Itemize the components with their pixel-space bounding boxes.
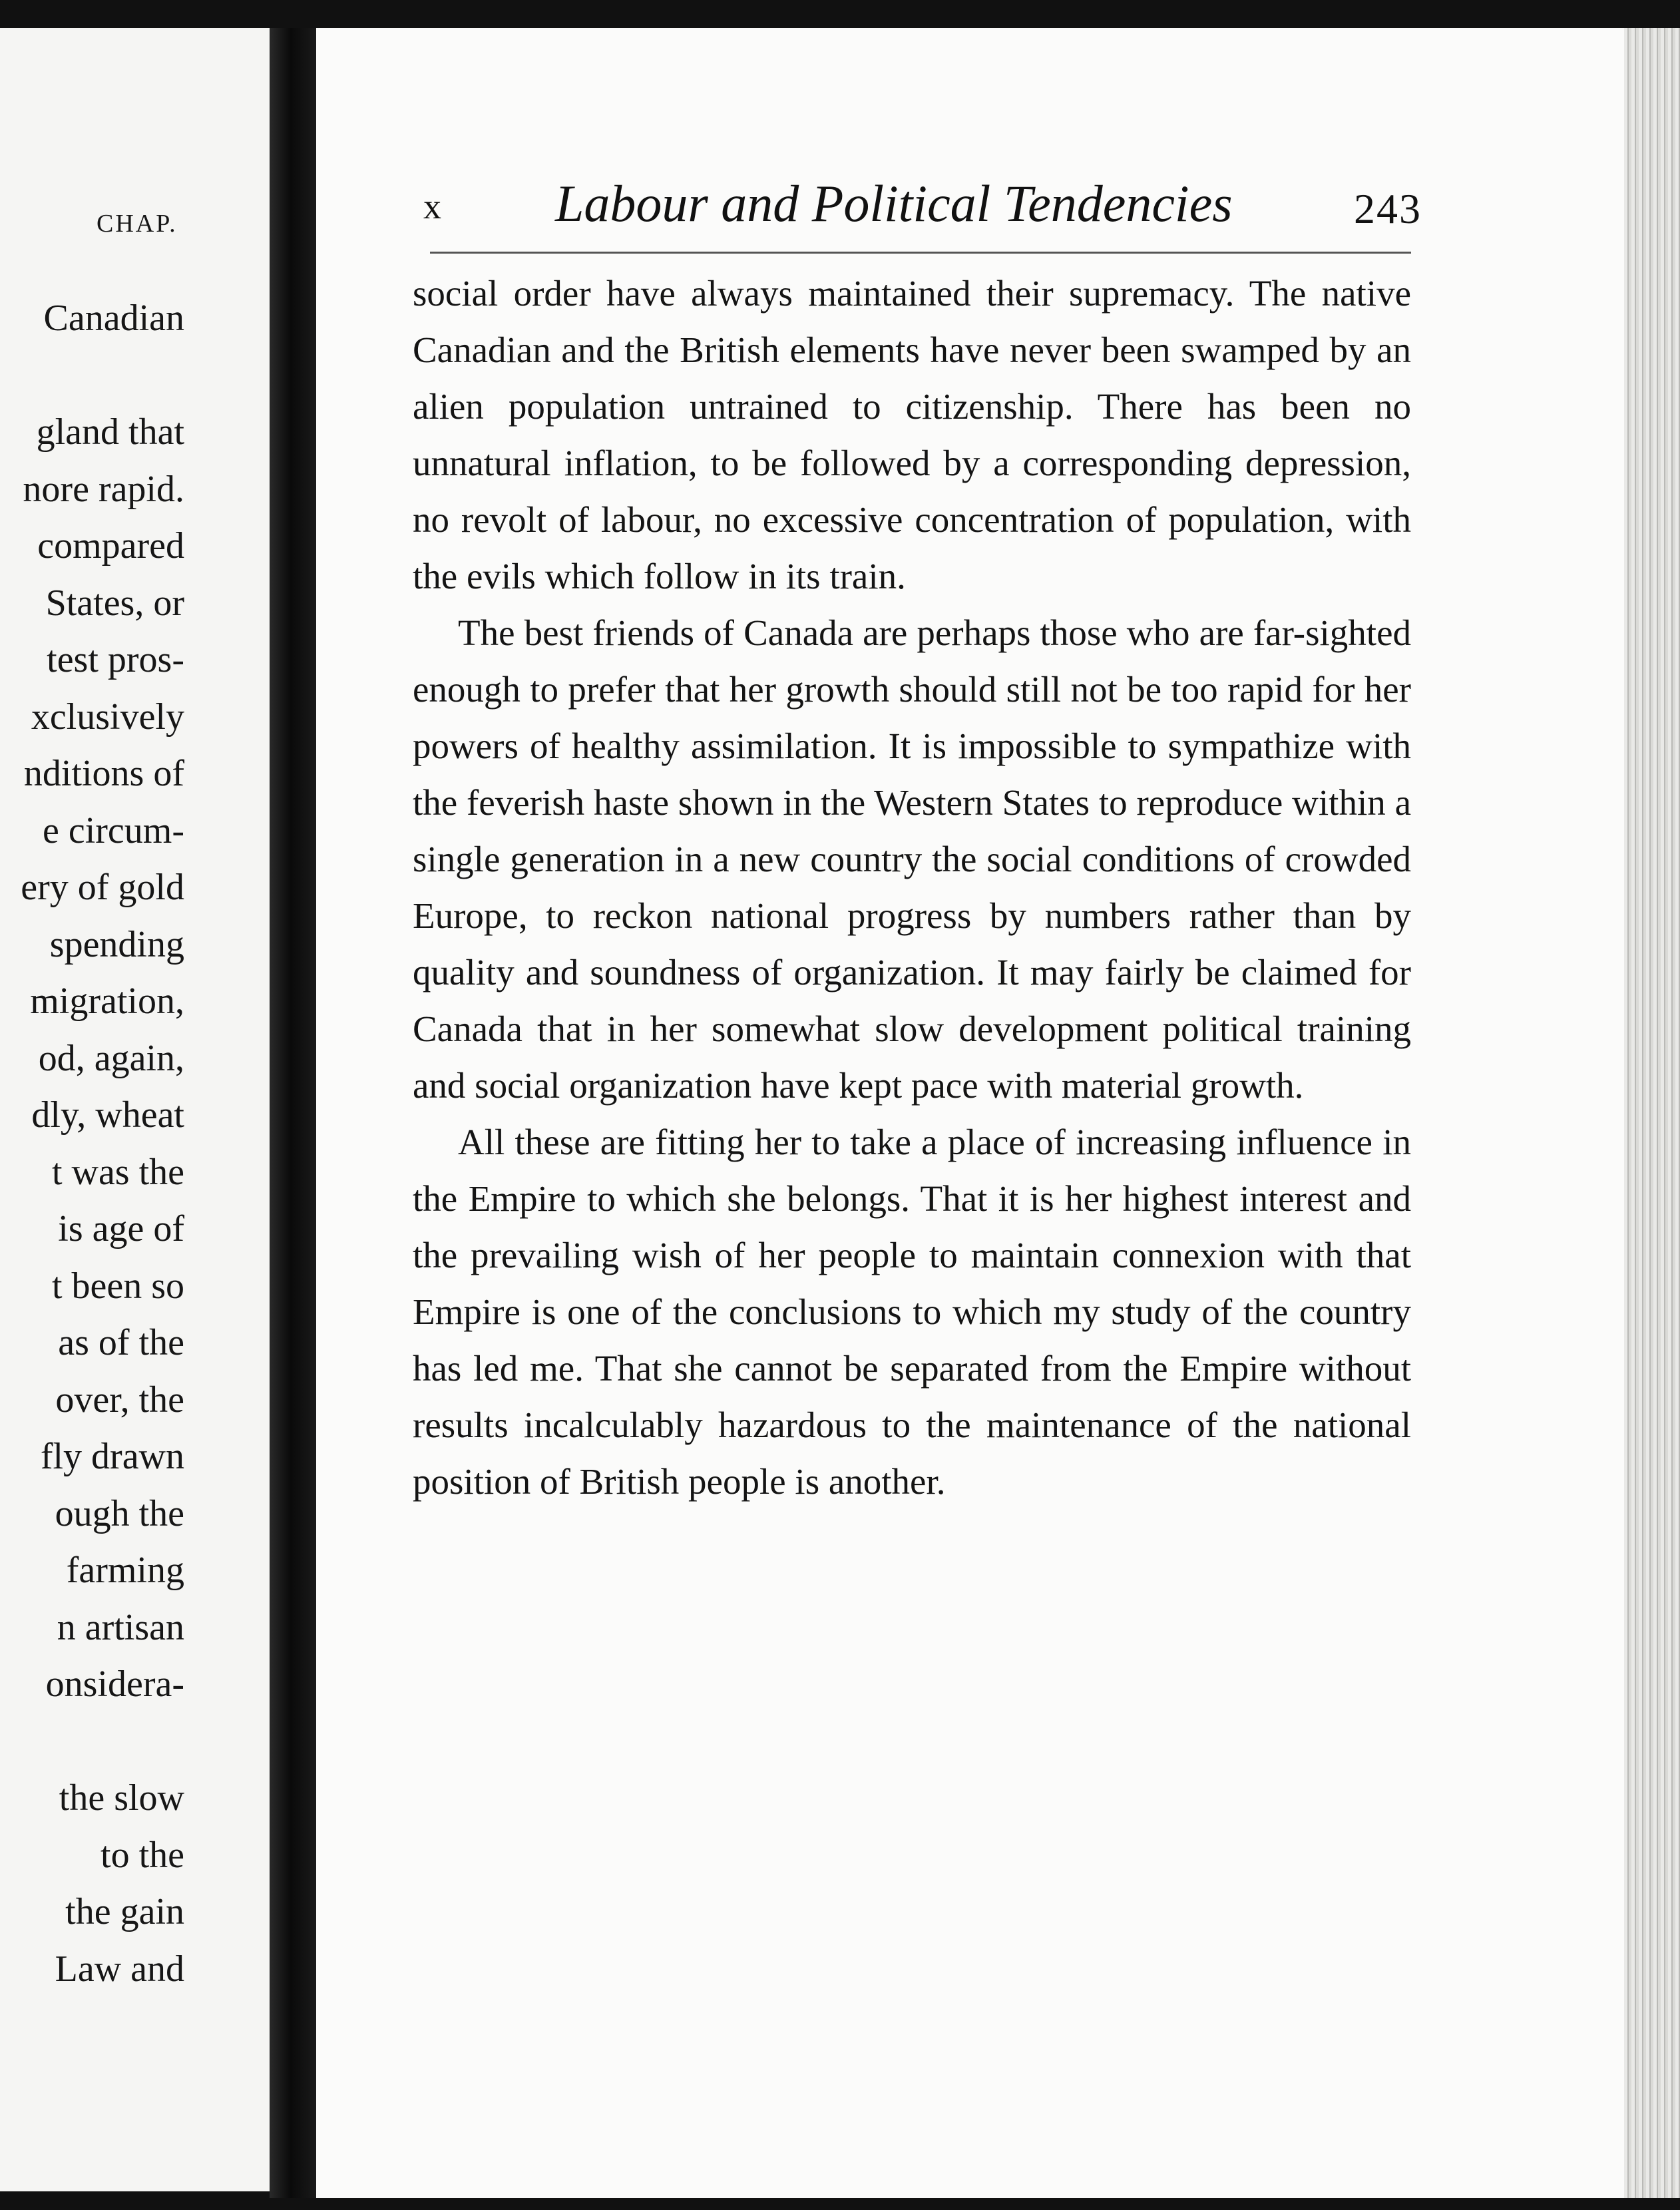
- left-line: States, or: [45, 582, 184, 624]
- left-line: e circum-: [43, 809, 184, 851]
- chapter-number: x: [423, 186, 441, 226]
- left-line: as of the: [58, 1322, 184, 1363]
- left-line: n artisan: [57, 1606, 184, 1648]
- left-line: od, again,: [38, 1037, 184, 1079]
- left-line: onsidera-: [45, 1663, 184, 1705]
- left-line: ough the: [55, 1492, 184, 1534]
- left-line: the gain: [65, 1891, 184, 1932]
- left-line: to the: [101, 1834, 184, 1876]
- paragraph: social order have always maintained their supremacy. The native Canadian and the British elements have never been swamped by an alien population untrained to citizenship. There has been no unnatural inflation, to be followed by a corresponding depression, no revolt of labour, no excessive concentration of population, with the evils which follow in its train.: [413, 273, 1411, 596]
- left-line: nditions of: [23, 753, 184, 794]
- page-edges: [1624, 28, 1680, 2198]
- left-line: xclusively: [31, 696, 184, 738]
- left-line: dly, wheat: [31, 1094, 184, 1136]
- left-line: the slow: [59, 1777, 184, 1819]
- left-line: Law and: [55, 1948, 184, 1990]
- running-head: [423, 170, 1422, 243]
- left-chapter-label: CHAP.: [97, 210, 178, 238]
- page-number: 243: [1354, 185, 1422, 232]
- left-line: nore rapid.: [23, 468, 184, 510]
- left-line: [21, 1713, 184, 1771]
- running-title: Labour and Political Tendencies: [555, 174, 1233, 232]
- left-line: ery of gold: [21, 867, 184, 908]
- left-line: over, the: [55, 1379, 184, 1421]
- paragraph: The best friends of Canada are perhaps those who are far-sighted enough to prefer that her growth should still not be too rapid for her powers of healthy assimilation. It is impossible to sympathize with the feverish haste shown in the Western States to reproduce within a single generation in a new country the social conditions of crowded Europe, to reckon national progress by numbers rather than by quality and soundness of organization. It may fairly be claimed for Canada that in her somewhat slow development political training and social organization have kept pace with material growth.: [413, 612, 1411, 1106]
- left-line: farming: [66, 1550, 184, 1591]
- left-line: compared: [37, 525, 184, 566]
- book-gutter: [270, 28, 316, 2198]
- header-rule: [430, 252, 1411, 254]
- paragraph: All these are fitting her to take a place of increasing influence in the Empire to which she belongs. That it is her highest interest and the prevailing wish of her people to maintain connexion with that Empire is one of the conclusions to which my study of the country has led me. That she cannot be separated from the Empire without results incalculably hazardous to the maintenance of the national position of British people is another.: [413, 1122, 1411, 1502]
- left-line: migration,: [30, 981, 184, 1022]
- left-line: t been so: [51, 1265, 184, 1307]
- left-line: t was the: [51, 1151, 184, 1193]
- left-page: [0, 28, 270, 2191]
- left-line: test pros-: [47, 639, 184, 680]
- left-line: is age of: [58, 1208, 184, 1249]
- left-line: [21, 347, 184, 405]
- left-line: fly drawn: [40, 1436, 184, 1477]
- left-line: spending: [49, 923, 184, 965]
- left-line: Canadian: [43, 298, 184, 339]
- body-text: [413, 265, 1411, 1510]
- left-line: gland that: [36, 411, 184, 453]
- left-page-text: [21, 290, 184, 1998]
